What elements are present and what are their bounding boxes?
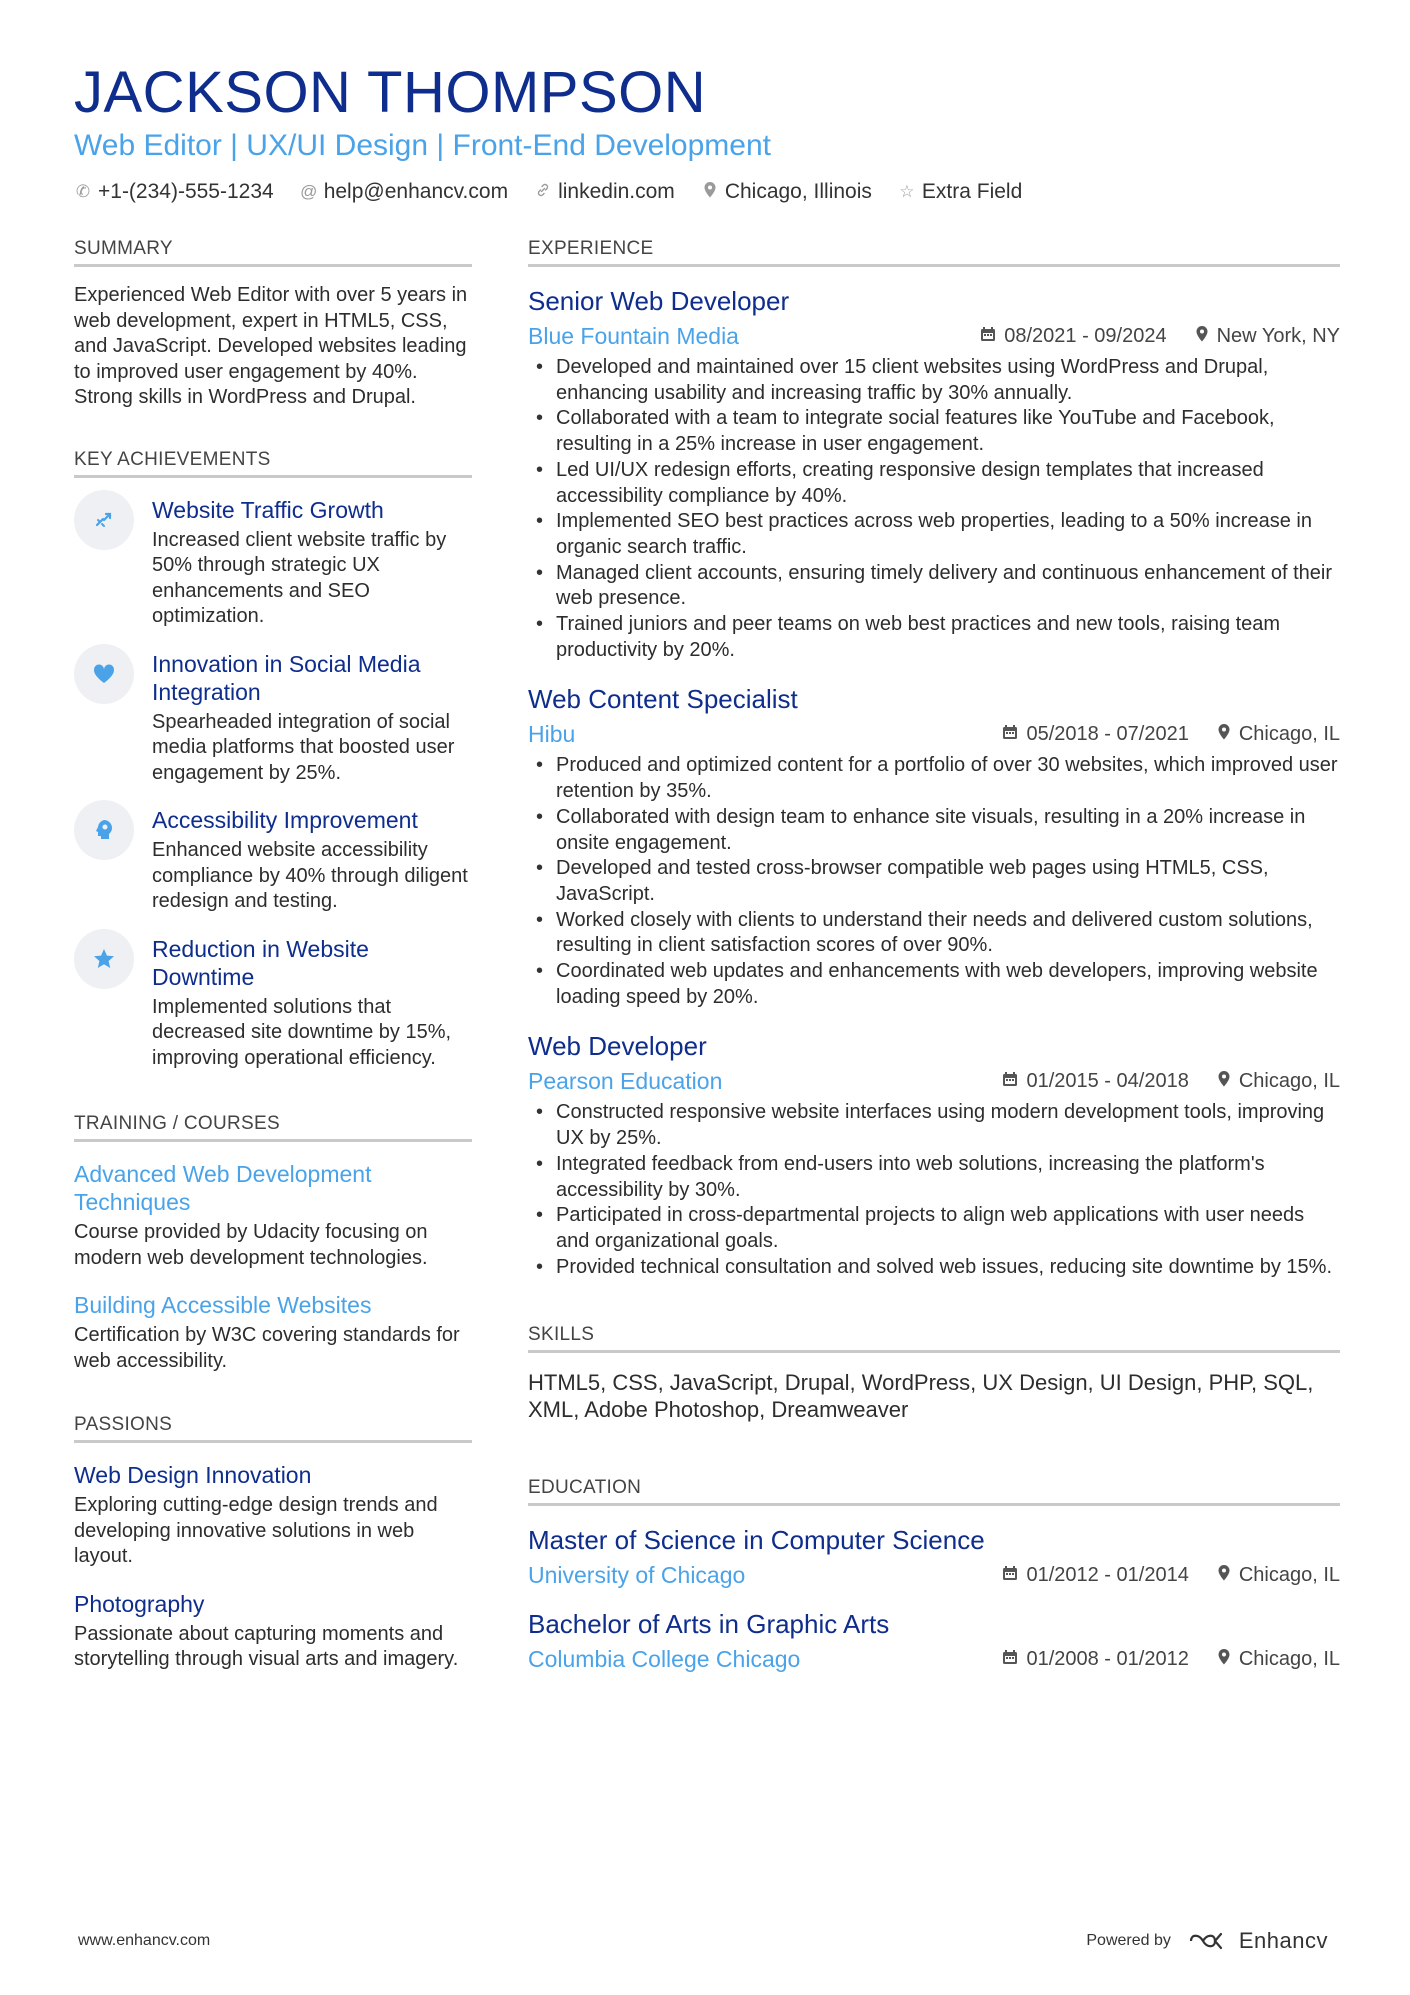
- page-footer: [78, 1928, 1328, 1954]
- achievement-desc: Increased client website traffic by 50% through strategic UX enhancements and SEO optimization.: [152, 528, 447, 627]
- extra-text: Extra Field: [921, 180, 1023, 203]
- job-bullets: [528, 1100, 1340, 1280]
- passions-section: [74, 1414, 472, 1673]
- job-bullets: [528, 355, 1340, 663]
- resume-header: [74, 60, 1344, 204]
- edu-location: Chicago, IL: [1238, 1647, 1340, 1670]
- achievement-title: Website Traffic Growth: [152, 496, 384, 523]
- summary-section: [74, 238, 472, 411]
- skills-text: HTML5, CSS, JavaScript, Drupal, WordPress, UX Design, UI Design, PHP, SQL, XML, Adobe Photoshop, Dreamweaver: [528, 1370, 1314, 1423]
- bullet-item: • Managed client accounts, ensuring timely delivery and continuous enhancement of their web presence.: [528, 561, 1340, 612]
- email-text[interactable]: help@enhancv.com: [323, 180, 509, 203]
- achievement-desc: Spearheaded integration of social media platforms that boosted user engagement by 25%.: [152, 710, 455, 784]
- contact-linkedin[interactable]: [534, 180, 675, 204]
- achievement-desc: Enhanced website accessibility compliance by 40% through diligent redesign and testing.: [152, 839, 468, 912]
- heart-icon: [74, 644, 134, 704]
- job-entry: [528, 683, 1340, 1010]
- phone-icon: ✆: [75, 182, 91, 201]
- bullet-item: • Implemented SEO best practices across web properties, leading to a 50% increase in organic search traffic.: [528, 509, 1340, 560]
- left-column: [74, 238, 472, 1703]
- job-location: Chicago, IL: [1238, 1069, 1340, 1092]
- head-bulb-icon: [74, 800, 134, 860]
- course-title: Advanced Web Development Techniques: [74, 1161, 372, 1215]
- contact-email[interactable]: [300, 180, 508, 204]
- achievement-item: [74, 496, 472, 630]
- job-company: Blue Fountain Media: [528, 323, 739, 349]
- contact-row: [74, 180, 1344, 204]
- achievements-section: [74, 449, 472, 1072]
- bullet-item: • Developed and tested cross-browser compatible web pages using HTML5, CSS, JavaScript.: [528, 856, 1340, 907]
- bullet-item: • Led UI/UX redesign efforts, creating responsive design templates that increased accessibility compliance by 40%.: [528, 458, 1340, 509]
- candidate-name: JACKSON THOMPSON: [74, 60, 707, 125]
- calendar-icon: [980, 326, 996, 347]
- job-dates: 08/2021 - 09/2024: [1004, 324, 1167, 347]
- edu-dates: 01/2008 - 01/2012: [1026, 1647, 1189, 1670]
- passion-desc: Passionate about capturing moments and storytelling through visual arts and imagery.: [74, 1622, 459, 1670]
- bullet-item: • Trained juniors and peer teams on web best practices and new tools, raising team productivity by 20%.: [528, 612, 1340, 663]
- job-title: Web Developer: [528, 1031, 707, 1062]
- rocket-icon: [74, 490, 134, 550]
- location-pin-icon: [1217, 1648, 1231, 1671]
- link-icon: [534, 182, 552, 203]
- location-pin-icon: [1217, 723, 1231, 746]
- phone-text: +1-(234)-555-1234: [98, 180, 274, 203]
- course-item: [74, 1160, 472, 1271]
- location-pin-icon: [1217, 1070, 1231, 1093]
- calendar-icon: [1002, 724, 1018, 745]
- contact-location: [701, 180, 872, 204]
- bullet-item: • Constructed responsive website interfaces using modern development tools, improving UX by 25%.: [528, 1100, 1340, 1151]
- achievement-title: Accessibility Improvement: [152, 807, 418, 833]
- section-title: EXPERIENCE: [528, 238, 1340, 267]
- achievement-title: Innovation in Social Media Integration: [152, 650, 421, 705]
- job-dates: 05/2018 - 07/2021: [1026, 722, 1189, 745]
- star-icon: [74, 929, 134, 989]
- bullet-item: • Participated in cross-departmental projects to align web applications with user needs and organizational goals.: [528, 1203, 1340, 1254]
- job-title: Web Content Specialist: [528, 684, 798, 715]
- contact-phone: [74, 180, 274, 204]
- course-title: Building Accessible Websites: [74, 1292, 372, 1318]
- passion-desc: Exploring cutting-edge design trends and developing innovative solutions in web layout.: [74, 1494, 438, 1567]
- location-pin-icon: [1217, 1564, 1231, 1587]
- section-title: SUMMARY: [74, 238, 472, 267]
- skills-section: [528, 1324, 1340, 1423]
- passion-item: [74, 1461, 472, 1570]
- achievement-item: [74, 650, 472, 787]
- bullet-item: • Collaborated with a team to integrate social features like YouTube and Facebook, resulting in a 25% increase in user engagement.: [528, 406, 1340, 457]
- enhancv-logo[interactable]: [1187, 1928, 1328, 1954]
- right-column: [528, 238, 1340, 1704]
- degree-title: Master of Science in Computer Science: [528, 1525, 985, 1556]
- training-section: [74, 1113, 472, 1374]
- candidate-subtitle: Web Editor | UX/UI Design | Front-End Development: [74, 129, 771, 162]
- bullet-item: • Worked closely with clients to understand their needs and delivered custom solutions, resulting in client satisfaction scores of over 90%.: [528, 908, 1340, 959]
- course-desc: Course provided by Udacity focusing on modern web development technologies.: [74, 1221, 428, 1269]
- bullet-item: • Coordinated web updates and enhancements with web developers, improving website loading speed by 20%.: [528, 959, 1340, 1010]
- job-company: Pearson Education: [528, 1068, 723, 1095]
- passion-title: Photography: [74, 1590, 205, 1617]
- job-entry: [528, 1030, 1340, 1280]
- location-pin-icon: [701, 181, 719, 204]
- brand-name: Enhancv: [1238, 1928, 1328, 1953]
- achievement-item: [74, 935, 472, 1072]
- course-desc: Certification by W3C covering standards for web accessibility.: [74, 1324, 460, 1372]
- section-title: KEY ACHIEVEMENTS: [74, 449, 472, 478]
- job-title: Senior Web Developer: [528, 286, 790, 316]
- passion-item: [74, 1590, 472, 1673]
- education-section: [528, 1477, 1340, 1674]
- achievement-item: [74, 806, 472, 915]
- at-icon: @: [300, 182, 318, 201]
- section-title: TRAINING / COURSES: [74, 1113, 472, 1142]
- education-entry: [528, 1524, 1340, 1590]
- experience-section: [528, 238, 1340, 1280]
- location-pin-icon: [1195, 325, 1209, 348]
- calendar-icon: [1002, 1565, 1018, 1586]
- job-dates: 01/2015 - 04/2018: [1026, 1069, 1189, 1092]
- calendar-icon: [1002, 1071, 1018, 1092]
- edu-location: Chicago, IL: [1238, 1563, 1340, 1586]
- bullet-item: • Provided technical consultation and solved web issues, reducing site downtime by 15%.: [528, 1255, 1340, 1281]
- section-title: SKILLS: [528, 1324, 1340, 1353]
- job-bullets: [528, 753, 1340, 1010]
- linkedin-text[interactable]: linkedin.com: [558, 180, 675, 203]
- passion-title: Web Design Innovation: [74, 1462, 312, 1488]
- achievement-desc: Implemented solutions that decreased site downtime by 15%, improving operational efficiency.: [152, 995, 452, 1069]
- section-title: EDUCATION: [528, 1477, 1340, 1506]
- course-item: [74, 1291, 472, 1374]
- bullet-item: • Integrated feedback from end-users into web solutions, increasing the platform's accessibility by 30%.: [528, 1152, 1340, 1203]
- powered-by-label: Powered by: [1086, 1932, 1171, 1949]
- bullet-item: • Collaborated with design team to enhance site visuals, resulting in a 20% increase in onsite engagement.: [528, 805, 1340, 856]
- summary-text: Experienced Web Editor with over 5 years in web development, expert in HTML5, CSS, and JavaScript. Developed websites leading to improved user engagement by 40%. Strong skills in WordPress and Drupal.: [74, 284, 468, 408]
- job-entry: [528, 285, 1340, 663]
- education-entry: [528, 1608, 1340, 1674]
- degree-title: Bachelor of Arts in Graphic Arts: [528, 1609, 890, 1640]
- job-location: Chicago, IL: [1238, 722, 1340, 745]
- achievement-title: Reduction in Website Downtime: [152, 935, 369, 990]
- powered-by: [1086, 1928, 1328, 1954]
- section-title: PASSIONS: [74, 1414, 472, 1443]
- footer-website[interactable]: www.enhancv.com: [78, 1932, 211, 1949]
- job-location: New York, NY: [1216, 324, 1340, 347]
- school-name: University of Chicago: [528, 1562, 746, 1589]
- edu-dates: 01/2012 - 01/2014: [1026, 1563, 1189, 1586]
- school-name: Columbia College Chicago: [528, 1646, 801, 1673]
- contact-extra: [898, 180, 1022, 204]
- calendar-icon: [1002, 1649, 1018, 1670]
- bullet-item: • Developed and maintained over 15 client websites using WordPress and Drupal, enhancing usability and increasing traffic by 30% annually.: [528, 355, 1340, 406]
- bullet-item: • Produced and optimized content for a portfolio of over 30 websites, which improved user retention by 35%.: [528, 753, 1340, 804]
- location-text: Chicago, Illinois: [724, 180, 872, 203]
- job-company: Hibu: [528, 721, 576, 748]
- star-outline-icon: ☆: [899, 182, 915, 201]
